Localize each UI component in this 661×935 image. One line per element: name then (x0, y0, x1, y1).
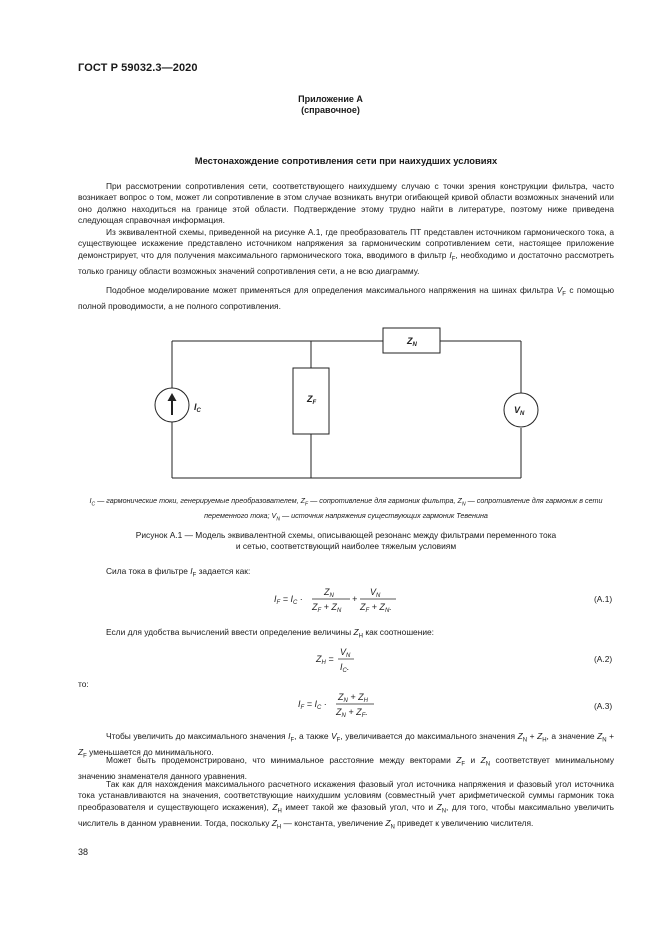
equation-number-a1: (А.1) (594, 594, 613, 604)
figure-caption-line2: и сетью, соответствующий наиболее тяжелым условиям (235, 541, 457, 551)
figure-caption-line1: Рисунок А.1 — Модель эквивалентной схемы, описывающей резонанс между фильтрами переменного тока (135, 530, 557, 540)
paragraph-6: то: (78, 679, 89, 689)
label-zn: $Z_N$ (407, 336, 417, 348)
paragraph-7: Чтобы увеличить до максимального значения $I_F$, а также $V_F$, увеличивается до максимального значения $Z_N + Z_H$, а значение $Z_N + Z_F$ уменьшается до минимального. (78, 731, 614, 760)
paragraph-9: Так как для нахождения максимального расчетного искажения фазовый угол источника напряжения и фазовый угол источника тока устанавливаются на значения, соответствующие наихудшим условиям (совместный учет арифметической суммы гармоник тока преобразователя и существующего искажения), $Z_H$ имеет такой же фазовый угол, что и $Z_N$, для того, чтобы максимально увеличить числитель в данном уравнении. Тогда, поскольку $Z_H$ — константа, увеличение $Z_N$ приведет к увеличению числителя. (78, 779, 614, 831)
svg-text:IF = IC ·: $I_F = I_C$ · (298, 699, 327, 711)
svg-text:ZN: $Z_N$ (324, 587, 334, 599)
svg-text:+: + (352, 594, 358, 604)
equation-a3 (296, 689, 386, 726)
equation-number-a2: (А.2) (594, 654, 613, 664)
svg-text:VN: $V_N$ (370, 587, 381, 599)
paragraph-8: Может быть продемонстрировано, что минимальное расстояние между векторами $Z_F$ и $Z_N$ соответствует минимальному значению знаменателя данного уравнения. (78, 755, 615, 781)
svg-text:ZN + ZF.: $Z_N + Z_F$. (336, 707, 368, 719)
svg-text:ZF + ZN: $Z_F + Z_N$ (312, 602, 342, 614)
paragraph-1: При рассмотрении сопротивления сети, соответствующего наихудшему случаю с точки зрения конструкции фильтра, часто возникает вопрос о том, может ли сопротивление в этом случае возникать внутри огибающей кривой области возможных значений или оно должно находиться на границе этой области. Подтверждение этому трудно найти в литературе, поэтому ниже приведена следующая справочная информация. (78, 181, 614, 225)
equation-a1 (272, 584, 402, 621)
appendix-subtitle: (справочное) (301, 105, 360, 115)
svg-text:ZF + ZN.: $Z_F + Z_N$. (360, 602, 392, 614)
label-zf: $Z_F$ (307, 394, 317, 406)
document-header: ГОСТ Р 59032.3—2020 (78, 62, 198, 74)
paragraph-3: Подобное моделирование может применяться для определения максимального напряжения на шинах фильтра $V_F$ с помощью полной проводимости, а не полного сопротивления. (78, 285, 614, 311)
appendix-title: Приложение А (298, 94, 363, 104)
paragraph-4: Сила тока в фильтре $I_F$ задается как: (106, 566, 251, 579)
paragraph-2: Из эквивалентной схемы, приведенной на рисунке А.1, где преобразователь ПТ представлен источником гармонического тока, а существующее искажение представлено источником напряжения за гармоническим сопротивлением сети, настоящее приложение демонстрирует, что для получения максимального гармонического тока, вводимого в фильтр $I_F$, необходимо и достаточно рассмотреть только границу области возможных значений сопротивления сети, а не всю диаграмму. (78, 227, 615, 276)
equivalent-circuit-diagram (78, 318, 614, 493)
figure-legend: $I_C$ — гармонические токи, генерируемые преобразователем, $Z_F$ — сопротивление для гармоник фильтра, $Z_N$ — сопротивление для гармоник в сети переменного тока; $V_N$ — источник напряжения существующих гармоник Тевенина (89, 496, 603, 523)
section-title: Местонахождение сопротивления сети при наихудших условиях (194, 155, 498, 166)
voltage-source-icon (504, 393, 538, 427)
equation-number-a3: (А.3) (594, 701, 613, 711)
equation-a2 (314, 643, 374, 680)
svg-text:VN: $V_N$ (340, 647, 351, 659)
svg-text:IC.: $I_C$. (340, 662, 350, 674)
svg-text:ZH =: $Z_H$ = (316, 654, 334, 666)
label-vn: $V_N$ (514, 405, 525, 417)
svg-text:ZN + ZH: $Z_N + Z_H$ (338, 692, 368, 704)
page-number: 38 (78, 847, 89, 857)
svg-text:IF = IC ·: $I_F = I_C$ · (274, 594, 303, 606)
paragraph-5: Если для удобства вычислений ввести определение величины $Z_H$ как соотношение: (106, 627, 435, 640)
label-ic: $I_C$ (194, 402, 201, 414)
